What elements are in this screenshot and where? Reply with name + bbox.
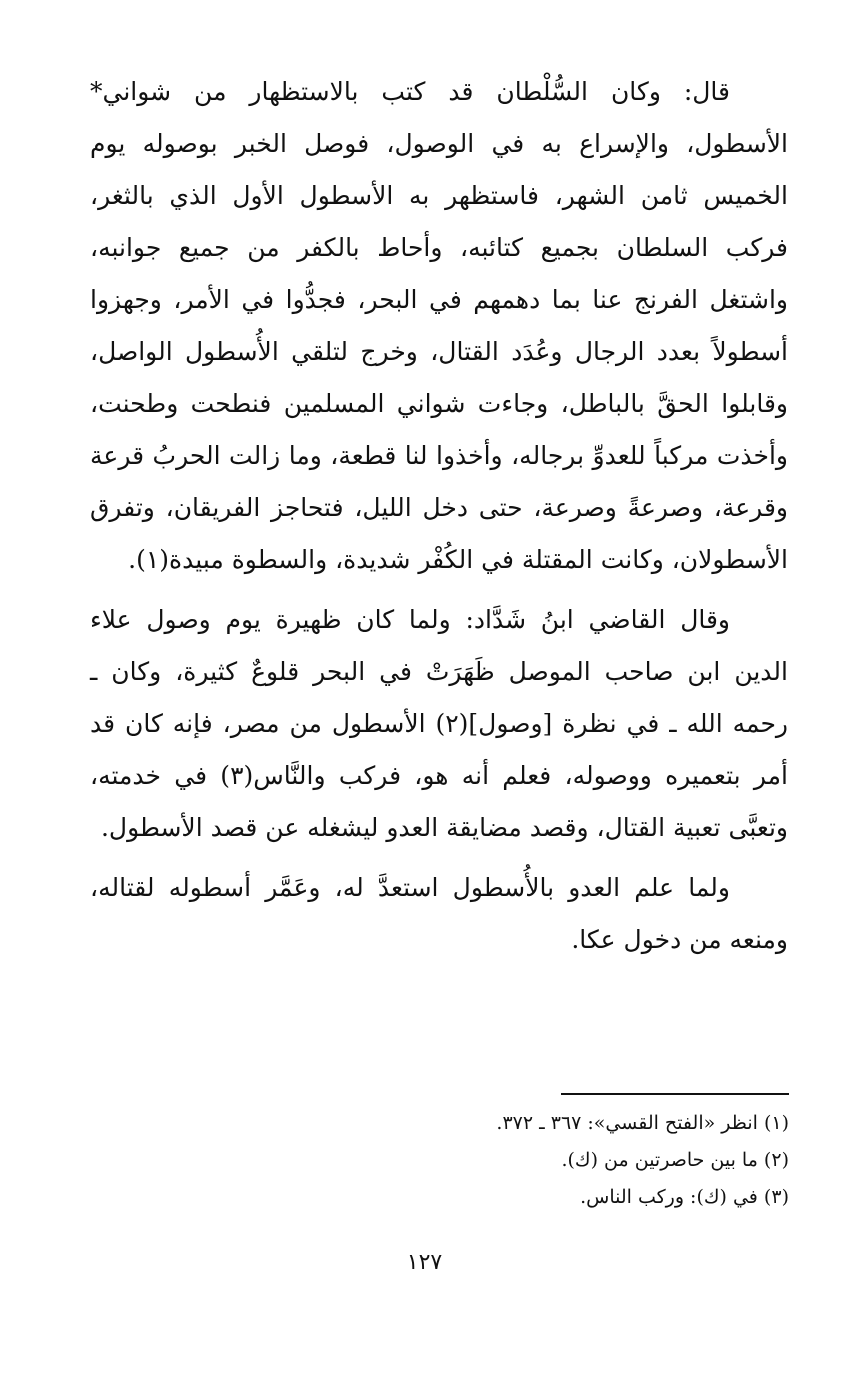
footnote-2: (٢) ما بين حاصرتين من (ك). <box>561 1149 789 1171</box>
paragraph-1: قال: وكان السُّلْطان قد كتب بالاستظهار من شواني* الأسطول، والإسراع به في الوصول، فوصل الخبر بوصوله يوم الخميس ثامن الشهر، فاستظهر به الأسطول الأول الذي بالثغر، فركب السلطان بجميع كتائبه، وأحاط بالكفر من جميع جوانبه، واشتغل الفرنج عنا بما دهمهم في البحر، فجدُّوا في الأمر، وجهزوا أسطولاً بعدد الرجال وعُدَد القتال، وخرج لتلقي الأُسطول الواصل، وقابلوا الحقَّ بالباطل، وجاءت شواني المسلمين فنطحت وطحنت، وأخذت مركباً للعدوِّ برجاله، وأخذوا لنا قطعة، وما زالت الحربُ قرعة وقرعة، وصرعةً وصرعة، حتى دخل الليل، فتحاجز الفريقان، وتفرق الأسطولان، وكانت المقتلة في الكُفْر شديدة، والسطوة مبيدة(١). <box>90 77 788 574</box>
paragraph-3: ولما علم العدو بالأُسطول استعدَّ له، وعَمَّر أسطوله لقتاله، ومنعه من دخول عكا. <box>90 873 788 954</box>
page-number: ١٢٧ <box>406 1250 443 1275</box>
paragraph-gap <box>90 586 788 594</box>
footnote-3: (٣) في (ك): وركب الناس. <box>580 1186 789 1208</box>
paragraph-gap <box>90 854 788 862</box>
page-body <box>90 66 788 966</box>
footnote-1: (١) انظر «الفتح القسي»: ٣٦٧ ـ ٣٧٢. <box>496 1112 789 1134</box>
footnotes <box>269 1105 789 1216</box>
paragraph-2: وقال القاضي ابنُ شَدَّاد: ولما كان ظهيرة يوم وصول علاء الدين ابن صاحب الموصل ظَهَرَتْ في البحر قلوعٌ كثيرة، وكان ـ رحمه الله ـ في نظرة [وصول](٢) الأسطول من مصر، فإنه كان قد أمر بتعميره ووصوله، فعلم أنه هو، فركب والنَّاس(٣) في خدمته، وتعبَّى تعبية القتال، وقصد مضايقة العدو ليشغله عن قصد الأسطول. <box>90 605 788 842</box>
footnote-divider <box>561 1093 789 1095</box>
